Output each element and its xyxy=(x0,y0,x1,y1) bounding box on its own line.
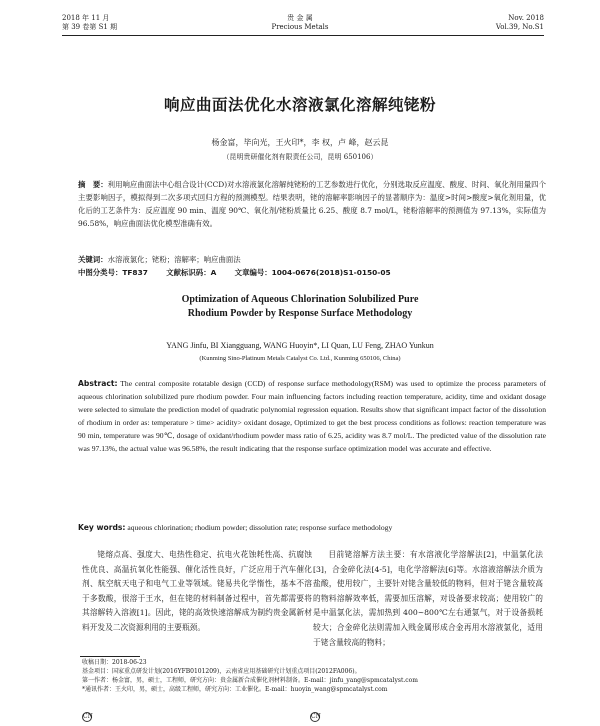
footnote-funding: 基金项目：国家重点研发计划(2016YFB0101209)，云南省应用基础研究计划重点项目(2012FA006)。 xyxy=(82,668,361,675)
abstract-cn-text: 利用响应曲面法中心组合设计(CCD)对水溶液氯化溶解纯铑粉的工艺参数进行优化，分别选取反应温度、酸度、时间、氧化剂用量四个主要影响因子，模拟得到二次多项式回归方程的预测模型。结果表明，铑的溶解率影响因子的显著顺序为：温度>时间>酸度>氧化剂用量，优化后的工艺条件为：反应温度 90 min、温度 90℃、氧化剂/铑粉质量比 6.25、酸度 8.7 mol/L，铑粉溶解率的预测值为 97.13%，实际值为 96.58%，响应曲面法优化模型准确有效。 xyxy=(78,180,546,228)
abstract-cn-label: 摘 要： xyxy=(78,180,108,189)
authors-cn: 杨金富，毕向光，王火印*，李 权，卢 峰，赵云昆 xyxy=(211,138,389,147)
title-en-line2: Rhodium Powder by Response Surface Methodology xyxy=(187,308,413,319)
classification-line xyxy=(78,267,546,279)
header-issue: 第 39 卷第 S1 期 xyxy=(62,23,118,31)
keywords-cn xyxy=(78,254,546,266)
title-en-line1: Optimization of Aqueous Chlorination Solubilized Pure xyxy=(181,294,419,305)
mark-icon-center: CN xyxy=(311,712,321,720)
keywords-cn-text: 水溶液氯化；铑粉；溶解率；响应曲面法 xyxy=(107,255,241,264)
keywords-en xyxy=(78,522,546,534)
footnote-first-author: 第一作者：杨金富，男，硕士，工程师，研究方向：贵金属新合成催化剂材料制备。E-mail：jinfu_yang@spmcatalyst.com xyxy=(82,677,418,684)
affiliation-en: (Kunming Sino-Platinum Metals Catalyst Co. Ltd., Kunming 650106, China) xyxy=(199,355,401,362)
header-volume: Vol.39, No.S1 xyxy=(495,23,544,31)
body-column-left: 铑熔点高、强度大、电热性稳定、抗电火花蚀耗性高、抗腐蚀性优良、高温抗氧化性能强、催化活性良好，广泛应用于汽车催化剂、航空航天电子和电气工业等领域。铑易共化学惰性，基本不溶于多数酸，很溶于王水，但在铑的材料制备过程中，首先都需要将其溶解转入溶液[1]。因此，铑的高效快速溶解成为制约贵金属新材料开发及二次资源利用的主要瓶颈。 xyxy=(82,550,312,632)
page-mark-left xyxy=(82,706,92,725)
article-number: 文章编号：1004-0676(2018)S1-0150-05 xyxy=(234,268,391,277)
abstract-en xyxy=(78,377,546,455)
footnote-corresponding-author: *通讯作者：王火印，男，硕士，高级工程师，研究方向：工业催化。E-mail：huoyin_wang@spmcatalyst.com xyxy=(82,686,388,693)
mark-icon-left: CN xyxy=(83,712,93,720)
keywords-en-text: aqueous chlorination; rhodium powder; dissolution rate; response surface methodology xyxy=(127,523,393,532)
affiliation-cn: （昆明贵研催化剂有限责任公司，昆明 650106） xyxy=(222,153,378,161)
page-title-en xyxy=(0,293,600,321)
header-journal-en: Precious Metals xyxy=(271,23,329,31)
page-title-cn: 响应曲面法优化水溶液氯化溶解纯铑粉 xyxy=(163,96,436,114)
authors-en: YANG Jinfu, BI Xiangguang, WANG Huoyin*, LI Quan, LU Feng, ZHAO Yunkun xyxy=(166,341,434,350)
abstract-en-label: Abstract: xyxy=(78,379,118,388)
clc-number: 中图分类号：TF837 xyxy=(78,268,148,277)
header-journal-cn: 贵 金 属 xyxy=(287,14,313,22)
header-rule xyxy=(62,35,544,36)
document-code: 文献标识码：A xyxy=(166,268,217,277)
abstract-en-text: The central composite rotatable design (CCD) of response surface methodology(RSM) was used to optimize the process parameters of aqueous chlorination solubilized pure rhodium powder. Four main influencing factors including reaction temperature, acidity, time and oxidant dosage were selected to simulate the prediction model of quadratic polynomial regression equation. Results show that significant impact factor of the dissolution of rhodium in order as: temperature > time> acidity> oxidant dosage, Optimized to get the best process conditions as follows: reaction temperature was 90 min, temperature was 90℃, dosage of oxidant/rhodium powder mass ratio of 6.25, acidity was 8.7 mol/L. The predicted value of the dissolution rate was 97.13%, the actual value was 96.58%, the result indicating that the response surface optimization model was accurate and effective. xyxy=(78,379,546,453)
header-date-en: Nov. 2018 xyxy=(508,14,544,22)
body-column-right: 目前铑溶解方法主要：有水溶液化学溶解法[2]，中温氯化法[3]，合金碎化法[4-5]，电化学溶解法[6]等。水溶液溶解法介质为盐酸，使用较广，主要针对铑含量较低的物料，但对于铑含量较高的物料溶解效率低，需要加压溶解，对设备要求较高；使用较广的是中温氯化法，需加热到 400~800℃左右通氯气，对于设备损耗较大；合金碎化法则需加入贱金属形成合金再用水溶液氯化，适用于铑含量较高的物料； xyxy=(313,550,543,647)
keywords-cn-label: 关键词： xyxy=(78,255,108,264)
abstract-cn xyxy=(78,178,546,230)
keywords-en-label: Key words: xyxy=(78,523,126,532)
page-mark-center xyxy=(310,706,320,725)
footnote-received: 收稿日期：2018-06-23 xyxy=(82,659,147,666)
footnote-rule xyxy=(80,656,140,657)
header-date: 2018 年 11 月 xyxy=(62,14,110,22)
header-right xyxy=(496,14,544,32)
